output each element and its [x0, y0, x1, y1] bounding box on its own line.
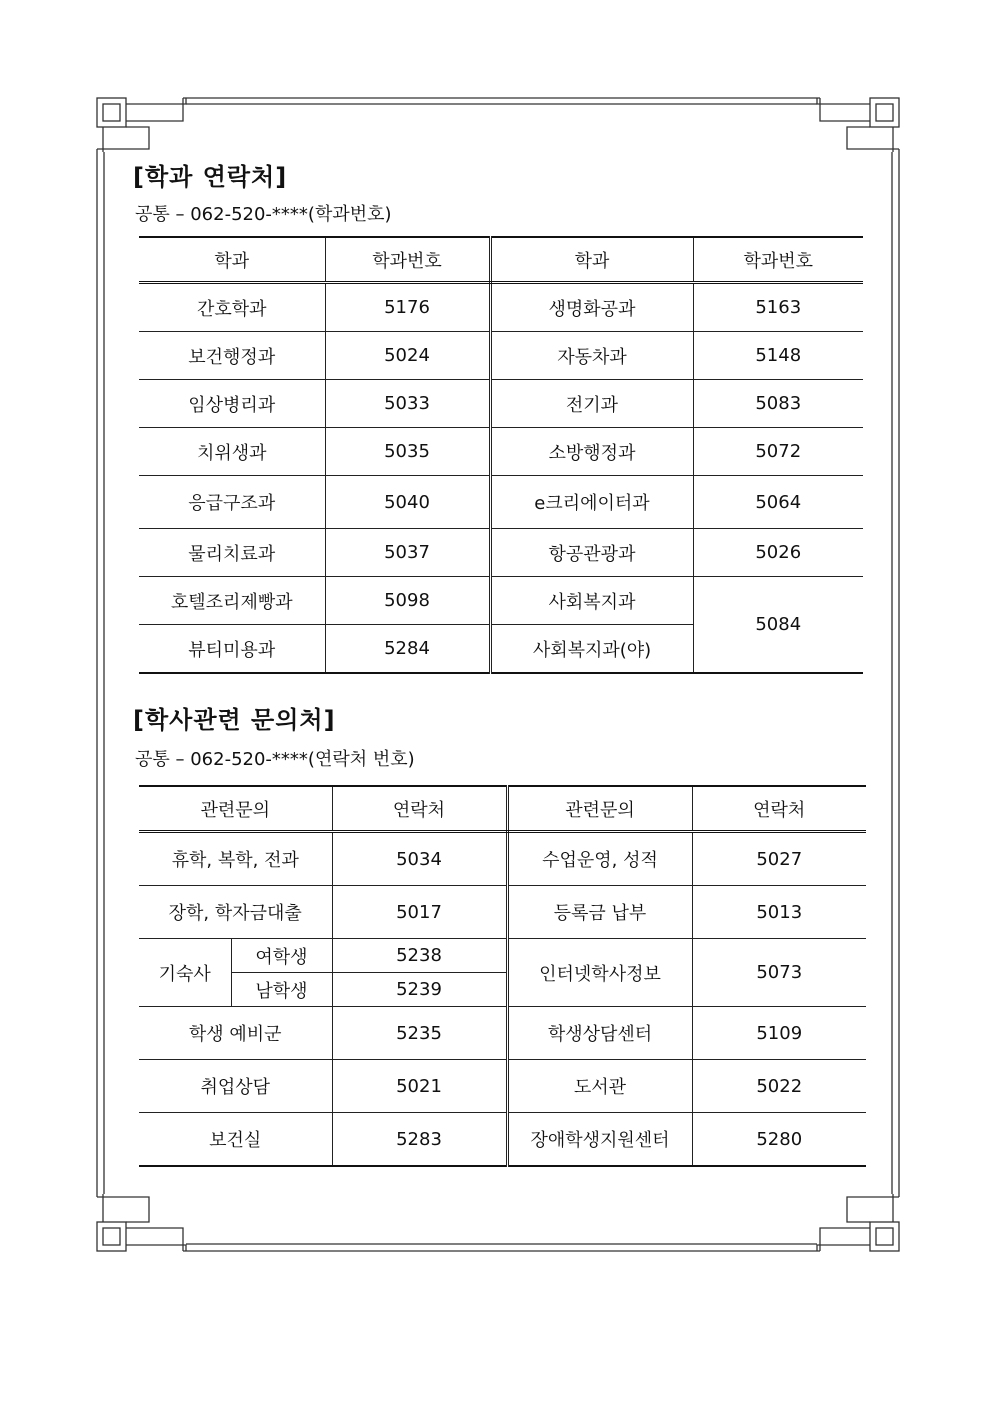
inquiry-topic: 인터넷학사정보 [507, 939, 692, 1007]
acad-section-subtitle: 공통 – 062-520-****(연락처 번호) [135, 749, 415, 770]
department-name: 항공관광과 [490, 529, 693, 577]
header-department-number: 학과번호 [325, 237, 490, 283]
contact-number: 5280 [692, 1113, 866, 1167]
department-name: 자동차과 [490, 332, 693, 380]
contact-number: 5239 [332, 973, 507, 1007]
contact-number: 5022 [692, 1060, 866, 1113]
table-header-row [139, 786, 866, 832]
inquiry-topic: 등록금 납부 [507, 886, 692, 939]
department-name: 물리치료과 [139, 529, 325, 577]
table-row [139, 1060, 866, 1113]
department-name: 사회복지과 [490, 577, 693, 625]
department-name: 사회복지과(야) [490, 625, 693, 674]
header-inquiry: 관련문의 [507, 786, 692, 832]
table-row [139, 283, 863, 332]
table-header-row [139, 237, 863, 283]
header-contact: 연락처 [692, 786, 866, 832]
table-row [139, 476, 863, 529]
inquiry-topic: 학생 예비군 [139, 1007, 332, 1060]
department-name: 응급구조과 [139, 476, 325, 529]
table-row [139, 832, 866, 886]
inquiry-topic: 장애학생지원센터 [507, 1113, 692, 1167]
contact-number: 5013 [692, 886, 866, 939]
department-name: 소방행정과 [490, 428, 693, 476]
table-row [139, 1113, 866, 1167]
inquiry-topic: 휴학, 복학, 전과 [139, 832, 332, 886]
department-name: 치위생과 [139, 428, 325, 476]
department-name: 전기과 [490, 380, 693, 428]
contact-number: 5109 [692, 1007, 866, 1060]
contact-number: 5235 [332, 1007, 507, 1060]
table-row [139, 1007, 866, 1060]
department-number-merged: 5084 [693, 577, 863, 674]
header-contact: 연락처 [332, 786, 507, 832]
contact-number: 5034 [332, 832, 507, 886]
header-department: 학과 [490, 237, 693, 283]
contact-number: 5238 [332, 939, 507, 973]
dept-section-subtitle: 공통 – 062-520-****(학과번호) [135, 204, 392, 225]
inquiry-topic: 보건실 [139, 1113, 332, 1167]
department-number: 5083 [693, 380, 863, 428]
department-number: 5040 [325, 476, 490, 529]
header-department-number: 학과번호 [693, 237, 863, 283]
table-row [139, 939, 866, 973]
inquiry-topic: 취업상담 [139, 1060, 332, 1113]
department-number: 5037 [325, 529, 490, 577]
department-name: 호텔조리제빵과 [139, 577, 325, 625]
table-row [139, 380, 863, 428]
department-name: 간호학과 [139, 283, 325, 332]
department-name: e크리에이터과 [490, 476, 693, 529]
contact-number: 5027 [692, 832, 866, 886]
department-contacts-table [139, 236, 863, 674]
department-name: 뷰티미용과 [139, 625, 325, 674]
contact-number: 5073 [692, 939, 866, 1007]
department-number: 5098 [325, 577, 490, 625]
table-row [139, 529, 863, 577]
dormitory-female-label: 여학생 [231, 939, 332, 973]
inquiry-topic: 장학, 학자금대출 [139, 886, 332, 939]
department-number: 5072 [693, 428, 863, 476]
contact-number: 5283 [332, 1113, 507, 1167]
acad-section-title: [학사관련 문의처] [133, 706, 336, 734]
contact-number: 5021 [332, 1060, 507, 1113]
department-name: 생명화공과 [490, 283, 693, 332]
department-number: 5064 [693, 476, 863, 529]
department-number: 5024 [325, 332, 490, 380]
contact-number: 5017 [332, 886, 507, 939]
table-row [139, 886, 866, 939]
department-number: 5284 [325, 625, 490, 674]
department-name: 보건행정과 [139, 332, 325, 380]
department-number: 5176 [325, 283, 490, 332]
dormitory-male-label: 남학생 [231, 973, 332, 1007]
inquiry-topic: 도서관 [507, 1060, 692, 1113]
academic-contacts-table [139, 785, 866, 1167]
header-inquiry: 관련문의 [139, 786, 332, 832]
dept-section-title: [학과 연락처] [133, 163, 288, 191]
inquiry-topic: 수업운영, 성적 [507, 832, 692, 886]
header-department: 학과 [139, 237, 325, 283]
department-number: 5033 [325, 380, 490, 428]
department-number: 5163 [693, 283, 863, 332]
dormitory-label: 기숙사 [139, 939, 231, 1007]
table-row [139, 428, 863, 476]
department-number: 5026 [693, 529, 863, 577]
table-row [139, 577, 863, 625]
inquiry-topic: 학생상담센터 [507, 1007, 692, 1060]
department-name: 임상병리과 [139, 380, 325, 428]
table-row [139, 332, 863, 380]
department-number: 5035 [325, 428, 490, 476]
department-number: 5148 [693, 332, 863, 380]
